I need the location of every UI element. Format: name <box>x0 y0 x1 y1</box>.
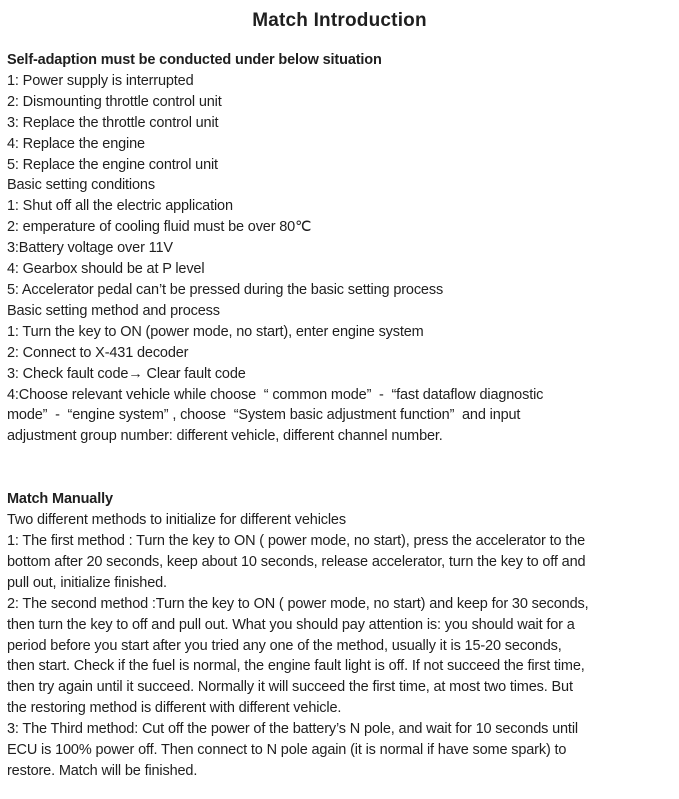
text-line: mode” - “engine system” , choose “System basic adjustment function” and input <box>7 407 521 424</box>
text-line: restore. Match will be finished. <box>7 763 198 779</box>
text-line: 5: Replace the engine control unit <box>7 156 218 173</box>
text-line: 4: Gearbox should be at P level <box>7 261 205 278</box>
text-line: 3: The Third method: Cut off the power of the battery’s N pole, and wait for 10 seconds until <box>7 721 578 738</box>
text-line: then start. Check if the fuel is normal, the engine fault light is off. If not succeed the first time, <box>7 658 585 675</box>
text-line: 3: Check fault code→ Clear fault code <box>7 365 246 382</box>
text-line: Basic setting conditions <box>7 177 155 194</box>
section-heading: Self-adaption must be conducted under below situation <box>7 52 382 68</box>
text-line: Basic setting method and process <box>7 302 220 319</box>
text-line: the restoring method is different with different vehicle. <box>7 700 342 717</box>
text-line: 2: emperature of cooling fluid must be over 80℃ <box>7 219 312 236</box>
text-line: pull out, initialize finished. <box>7 574 167 591</box>
text-line: adjustment group number: different vehicle, different channel number. <box>7 428 443 445</box>
document-body <box>0 34 679 782</box>
text-line: 1: Turn the key to ON (power mode, no start), enter engine system <box>7 323 424 340</box>
text-line: 1: Power supply is interrupted <box>7 72 194 89</box>
text-line: period before you start after you tried any one of the method, usually it is 15-20 seconds, <box>7 637 562 654</box>
text-line: then try again until it succeed. Normally it will succeed the first time, at most two times. But <box>7 679 573 696</box>
page-title: Match Introduction <box>252 10 427 31</box>
section <box>7 489 673 782</box>
text-line: then turn the key to off and pull out. What you should pay attention is: you should wait for a <box>7 616 575 633</box>
text-line: 3: Replace the throttle control unit <box>7 114 219 131</box>
text-line: 4:Choose relevant vehicle while choose “ common mode” - “fast dataflow diagnostic <box>7 386 544 403</box>
text-line: 3:Battery voltage over 11V <box>7 240 173 257</box>
text-line: 5: Accelerator pedal can’t be pressed during the basic setting process <box>7 281 444 298</box>
text-line: 1: The first method : Turn the key to ON ( power mode, no start), press the accelerator to the <box>7 533 585 550</box>
section-heading: Match Manually <box>7 491 113 508</box>
text-line: 1: Shut off all the electric application <box>7 198 233 215</box>
text-line: 2: Dismounting throttle control unit <box>7 93 222 110</box>
section <box>7 50 673 447</box>
text-line: 2: The second method :Turn the key to ON ( power mode, no start) and keep for 30 seconds, <box>7 595 589 612</box>
text-line: bottom after 20 seconds, keep about 10 seconds, release accelerator, turn the key to off and <box>7 553 586 570</box>
text-line: ECU is 100% power off. Then connect to N pole again (it is normal if have some spark) to <box>7 742 567 759</box>
text-line: Two different methods to initialize for different vehicles <box>7 512 346 529</box>
text-line: 2: Connect to X-431 decoder <box>7 344 189 361</box>
text-line: 4: Replace the engine <box>7 135 145 152</box>
